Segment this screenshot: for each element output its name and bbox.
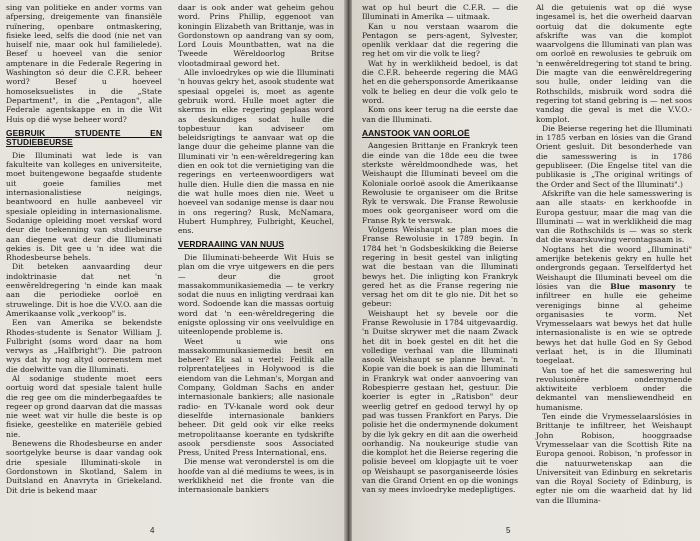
paragraph: Kan u nou verstaan waarom die Pentagon se pers-agent, Sylvester, openlik verklaar dat die regering die reg het om vir die volk te lieg? bbox=[362, 21, 518, 59]
paragraph: Aangesien Brittanje en Frankryk teen die einde van die 18de eeu die twee sterkste wêreldmoondhede was, het Weishaupt die Illuminati beveel om die Koloniale oorloë asook die Amerikaanse Rewolusie te organiseer om die Britse Ryk te verswak. Die Franse Rewolusie moes ook georganiseer word om die Franse Ryk te verswak. bbox=[362, 141, 518, 225]
paragraph: Die Beierse regering het die Illuminati in 1785 verban en lósies van die Grand Orient gesluit. Dit besonderhede van die samesswering is in 1786 gepubliseer. (Die Engelse titel van die publikasie is „The original writings of the Order and Sect of the Illuminati".) bbox=[536, 123, 692, 189]
left-page bbox=[0, 0, 344, 541]
section-heading: GEBRUIK STUDENTE EN STUDIEBEURSE bbox=[6, 127, 162, 148]
paragraph: daar is ook ander wat geheim gehou word. Prins Phillip, eggenoot van koningin Elizabeth van Brittanje, was in Gordonstown op aandrang van sy oom, Lord Louis Mountbatten, wat na die Tweede Wêreldoorlog Britse vlootadmiraal geword het. bbox=[178, 3, 334, 68]
paragraph-text: te infiltreer en hulle eie geheime verenigings binne al geheime organisasies te vorm. Net Vrymesselaars wat bewys het dat hulle internasionaliste is en wie se optrede bewys het dat hulle God en Sy Gebod verlaat het, is in die Illuminati toegelaat. bbox=[536, 281, 692, 366]
book-gutter bbox=[344, 0, 352, 541]
paragraph: Al sodanige studente moet eers oortuig word dat spesiale talent hulle die reg gee om die minderbegaafdes te regeer op grond daarvan dat die massas nie weet wat vir hulle die beste is op fisieke, geestelike en materiële gebied nie. bbox=[6, 373, 162, 439]
section-heading: AANSTOOK VAN OORLOË bbox=[362, 127, 470, 138]
paragraph: Die mense wat veronderstel is om die hoofde van al dié mediums te wees, is in werklikheid net die fronte van die internasionale bankiers bbox=[178, 457, 334, 495]
paragraph: Benewens die Rhodesbeurse en ander soortgelyke beurse is daar vandag ook drie spesiale Illuminati-skole in Gordonstown in Skotland, Salem in Duitsland en Anavryta in Griekeland. Dit drie is bekend maar bbox=[6, 439, 162, 495]
paragraph: sing van politieke en ander vorms van afpersing, dreigemente van finansiële ruïnering, openbare ontmaskering, fisieke leed, selfs die dood (nie net van huiself nie, maar ook hul familielede). Besef u hoeveel van die senior amptenare in die Federale Regering in Washington só deur die C.F.R. beheer word? Besef u hoeveel homoseksuelistes in die „State Department", in die „Pentagon", alle Federale agentskappe en in die Wit Huis op dié wyse beheer word? bbox=[6, 3, 162, 124]
paragraph: Van toe af het die sameswering hul revolusionêre ondermynende aktiwiteite verbloem onder die dekmantel van mensliewendheid en humanisme. bbox=[536, 365, 692, 412]
page-number-right: 5 bbox=[506, 526, 511, 535]
left-page-column-2 bbox=[178, 3, 334, 495]
paragraph: Wat hy in werklikheid bedoel, is dat die C.F.R. beheerde regering die MAG het en die gehersponsorde Amerikaanse volk te belieg en deur die volk gelo te word. bbox=[362, 58, 518, 105]
paragraph: Afskrifte van die hele samesswering is aan alle staats- en kerkhoofde in Europa gestuur, maar die mag van die Illuminati — wat in werklikheid die mag van die Rothschilds is — was so sterk dat die waarskuwing verontagsaam is. bbox=[536, 188, 692, 245]
paragraph-text: Nogtans het die woord „Illuminati" amerijke betekenis gekry en hulle het ondergronds gegaan. Terselfdertyd het Weishaupt die Illuminati beveel om die lósies van die bbox=[536, 244, 692, 291]
paragraph: Weet u wie ons massakommunikasiemedia besit en beheer? Ek sal u vertel: Feitlik alle rolprentateljees in Holywood is die eiendom van die Lehman's, Morgan and Company, Goldman Sachs en ander internasionale bankiers; alle nasionale radio- en TV-kanale word ook deur dieselfde internasionale bankiers beheer. Dit geld ook vir elke reeks metropolitaanse koerante en tydskrifte asook persdienste soos Associated Press, United Press International, ens. bbox=[178, 336, 334, 458]
bold-phrase: Blue masonry bbox=[610, 281, 676, 291]
right-page bbox=[352, 0, 700, 541]
paragraph: Die Illuminati-beheerde Wit Huis se plan om die vrye uitgewers en die pers — deur die groot massakommunikasiemedia — te verkry sodat die nuus en inligting verdraai kan word. Sodoende kan die massas oortuig word dat 'n een-wêreldregering die enigste oplossing vir ons veelvuldige en uiteenlopende probleme is. bbox=[178, 252, 334, 337]
paragraph: Volgens Weishaupt se plan moes die Franse Rewolusie in 1789 begin. In 1784 het 'n Godsbeskikking die Beierse regering in besit gestel van inligting wat die bestaan van die Illuminati bewys het. Die inligting kon Frankryk gered het as die Franse regering nie versag het om dit te glo nie. Dit het so gebeur: bbox=[362, 225, 518, 309]
page-number-left: 4 bbox=[150, 526, 155, 535]
paragraph: wat op hul beurt die C.F.R. — die Illuminati in Amerika — uitmaak. bbox=[362, 3, 518, 22]
right-page-column-1 bbox=[362, 3, 518, 495]
paragraph: Dit beteken aanvaarding deur indoktrinasie dat net 'n eenwêreldregering 'n einde kan maak aan die periodieke oorloë en struwelinge. Dit is hoe die V.V.O. aan die Amerikaanse volk „verkoop" is. bbox=[6, 262, 162, 318]
paragraph: Weishaupt het sy bevele oor die Franse Rewolusie in 1784 uitgevaardig. 'n Duitse skrywer met die naam Zwack het dit in boek gestel en dit het die volledige verhaal van die Illuminati asook Weishaupt se planne bevat. 'n Kopie van die boek is aan die Illuminati in Frankryk wat onder aanvoering van Robespierre gestaan het, gestuur. Die koerier is egter in „Ratisbon" deur weerlig getref en gedood terwyl hy op pad was tussen Frankfort en Parys. Die polisie het die ondermynende dokument by die lyk gekry en dit aan die owerheid oorhandig. Na noukeurige studie van die komplot het die Beierse regering die polisie beveel om klopjagte uit te voer op Weishaupt se pasorganiseerde lósies van die Grand Orient en op die wonings van sy mees invloedryke medepligtiges. bbox=[362, 308, 518, 495]
section-heading: VERDRAAIING VAN NUUS bbox=[178, 239, 285, 250]
left-page-column-1 bbox=[6, 3, 162, 495]
paragraph: Een van Amerika se bekendste Rhodes-studente is Senator William J. Fulbright (soms word daar na hom verwys as „Halfbright"). Die patroon wys dat hy nog altyd ooreenstem met die doelwitte van die Illuminati. bbox=[6, 318, 162, 374]
paragraph: Al die getuienis wat op dié wyse ingesamel is, het die owerheid daarvan oortuig dat die dokumente egte afskrifte was van die komplot waarvolgens die Illuminati van plan was om oorloë en rewolusies te gebruik om 'n eenwêreldregering tot stand te bring. Die magte van die eenwêreldregering sou hulle, onder leiding van die Rothschilds, misbruik word sodra dié regering tot stand gebring is — net soos vandag die geval is met die V.V.O.-komplot. bbox=[536, 3, 692, 124]
paragraph: Die Illuminati wat lede is van fakulteite van kolleges en universiteite, moet buitengewone begaafde studente uit goeie families met internasionalistiese neigings, beantwoord en hulle aanbeveel vir spesiale opleiding in internasionalisme. Sodanige opleiding moet verskaf word deur die toekenning van studiebeurse aan diegene wat deur die Illuminati gekies is. Dit gee u 'n idee wat die Rhodesbeurse behels. bbox=[6, 150, 162, 263]
paragraph: Kom ons keer terug na die eerste dae van die Illuminati. bbox=[362, 105, 518, 124]
paragraph: Alle invloedrykes op wie die Illuminati 'n houvas gekry het, asook studente wat spesiaal opgelei is, moet as agente gebruik word. Hulle moet agter die skerms in elke regering geplaas word as deskundiges sodat hulle die topbestuur kan adviseer om beleidsrigtings te aanvaar wat op die lange duur die geheime planne van die Illuminati vir 'n een-wêreldregering kan dien en ook tot die vernietiging van die regerings en verteenwoordigers wat hulle dien. Hulle dien die massa en nie die wat hulle moes dien nie. Weet u hoeveel van sodanige mense is daar nou in ons regering? Rusk, McNamara, Hubert Humphrey, Fulbright, Keuchel, ens. bbox=[178, 68, 334, 236]
paragraph bbox=[536, 245, 692, 366]
paragraph: Ten einde die Vrymesselaarslósies in Brittanje te infiltreer, het Weishaupt John Robison, hooggraadse Vrymesselaar van die Scottish Rite na Europa genooi. Robison, 'n professor in die natuurwetenskap aan die Universiteit van Edinburg en sekretaris van die Royal Society of Edinburg, is egter nie om die waarheid dat hy lid van die Illumina- bbox=[536, 412, 692, 505]
right-page-column-2 bbox=[536, 3, 692, 505]
